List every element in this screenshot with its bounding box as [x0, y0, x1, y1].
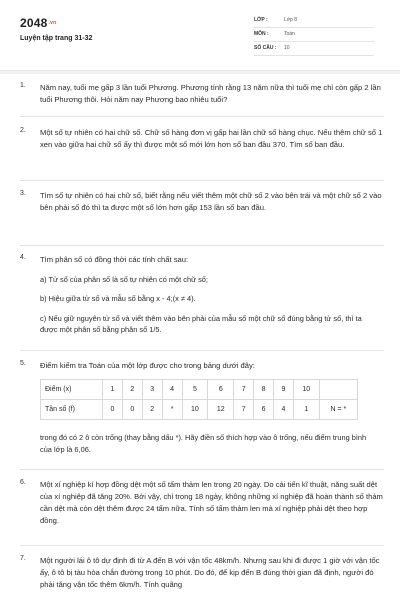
table-cell: 5	[182, 380, 208, 400]
frequency-table	[40, 379, 358, 420]
question-text: Một người lái ô tô dự định đi từ A đến B với vận tốc 48km/h. Nhưng sau khi đi được 1 giờ với vận tốc ấy, ô tô bị tàu hỏa chắn đường trong 10 phút. Do đó, để kịp đến B đúng thời gian đã định, người đó phải tăng vận tốc thêm 6km/h. Tính quãng	[40, 556, 380, 589]
meta-row-subject	[254, 28, 374, 42]
meta-value: 10	[284, 45, 290, 51]
table-cell: 0	[103, 400, 123, 420]
question-number: 4.	[20, 254, 26, 261]
meta-row-count	[254, 42, 374, 56]
table-row-label: Tần số (f)	[41, 400, 103, 420]
question-number: 2.	[20, 127, 26, 134]
meta-row-class	[254, 14, 374, 28]
table-cell: 10	[182, 400, 208, 420]
table-cell: 12	[208, 400, 234, 420]
table-cell: 4	[274, 400, 294, 420]
table-cell: 1	[103, 380, 123, 400]
answer-option-c: c) Nếu giữ nguyên tử số và viết thêm vào bên phải của mẫu số một chữ số đúng bằng tử số, thì ta được một phân số bằng phân số 1/5.	[40, 314, 362, 334]
question-note: trong đó có 2 ô còn trống (thay bằng dấu *). Hãy điền số thích hợp vào ô trống, nếu điểm trung bình của lớp là 6,06.	[40, 433, 367, 454]
table-cell: 10	[293, 380, 319, 400]
table-cell: N = *	[319, 400, 357, 420]
table-cell: 6	[208, 380, 234, 400]
table-row	[41, 380, 358, 400]
table-cell: 4	[162, 380, 182, 400]
table-cell: 7	[234, 380, 254, 400]
table-cell: 9	[274, 380, 294, 400]
table-cell: 2	[122, 380, 142, 400]
meta-key: LỚP :	[254, 17, 268, 23]
page-title: Luyện tập trang 31-32	[20, 35, 93, 42]
table-cell: 6	[254, 400, 274, 420]
table-cell: 8	[254, 380, 274, 400]
site-logo[interactable]	[20, 16, 56, 30]
meta-value: Toán	[284, 31, 295, 37]
meta-value: Lớp 8	[284, 17, 298, 23]
question-text: Năm nay, tuổi mẹ gấp 3 lần tuổi Phương. Phương tính rằng 13 năm nữa thì tuổi mẹ chỉ còn gấp 2 lần tuổi Phương thôi. Hỏi năm nay Phương bao nhiêu tuổi?	[40, 83, 381, 104]
question-text: Tìm số tự nhiên có hai chữ số, biết rằng nếu viết thêm một chữ số 2 vào bên trái và một chữ số 2 vào bên phải số đó thì ta được một số lớn hơn gấp 153 lần số ban đầu.	[40, 191, 382, 212]
table-cell: 7	[234, 400, 254, 420]
question-number: 5.	[20, 360, 26, 367]
question-text: Một xí nghiệp kí hợp đồng dệt một số tấm thảm len trong 20 ngày. Do cải tiến kĩ thuật, năng suất dệt của xí nghiệp đã tăng 20%. Bởi vậy, chỉ trong 18 ngày, không những xí nghiệp đã hoàn thành số thảm cần dệt mà còn dệt thêm được 24 tấm nữa. Tính số tấm thảm len mà xí nghiệp phải dệt theo hợp đồng.	[40, 480, 383, 525]
table-row-label: Điểm (x)	[41, 380, 103, 400]
table-cell: *	[162, 400, 182, 420]
document-header	[0, 0, 400, 74]
question-number: 7.	[20, 555, 26, 562]
table-cell: 1	[293, 400, 319, 420]
question-number: 1.	[20, 82, 26, 89]
question-divider	[20, 350, 384, 351]
meta-key: MÔN :	[254, 31, 269, 37]
question-divider	[20, 245, 384, 246]
answer-option-a: a) Tử số của phân số là số tự nhiên có một chữ số;	[40, 275, 208, 284]
table-row	[41, 400, 358, 420]
question-divider	[20, 180, 384, 181]
question-text: Một số tự nhiên có hai chữ số. Chữ số hàng đơn vị gấp hai lần chữ số hàng chục. Nếu thêm chữ số 1 xen vào giữa hai chữ số ấy thì được một số mới lớn hơn số ban đầu 370. Tìm số ban đầu.	[40, 128, 383, 149]
table-cell: 0	[122, 400, 142, 420]
question-number: 6.	[20, 479, 26, 486]
meta-key: SỐ CÂU :	[254, 45, 277, 51]
table-cell: 2	[142, 400, 162, 420]
logo-suffix: .vn	[48, 20, 57, 26]
table-cell	[319, 380, 357, 400]
header-divider	[0, 70, 400, 74]
question-number: 3.	[20, 190, 26, 197]
question-text: Tìm phân số có đồng thời các tính chất sau:	[40, 255, 189, 264]
logo-text: 2048	[20, 16, 48, 30]
question-divider	[20, 469, 384, 470]
answer-option-b: b) Hiệu giữa tử số và mẫu số bằng x - 4;(x ≠ 4).	[40, 294, 196, 303]
question-divider	[20, 116, 384, 117]
question-text: Điểm kiểm tra Toán của một lớp được cho trong bảng dưới đây:	[40, 361, 255, 370]
question-divider	[20, 545, 384, 546]
table-cell: 3	[142, 380, 162, 400]
